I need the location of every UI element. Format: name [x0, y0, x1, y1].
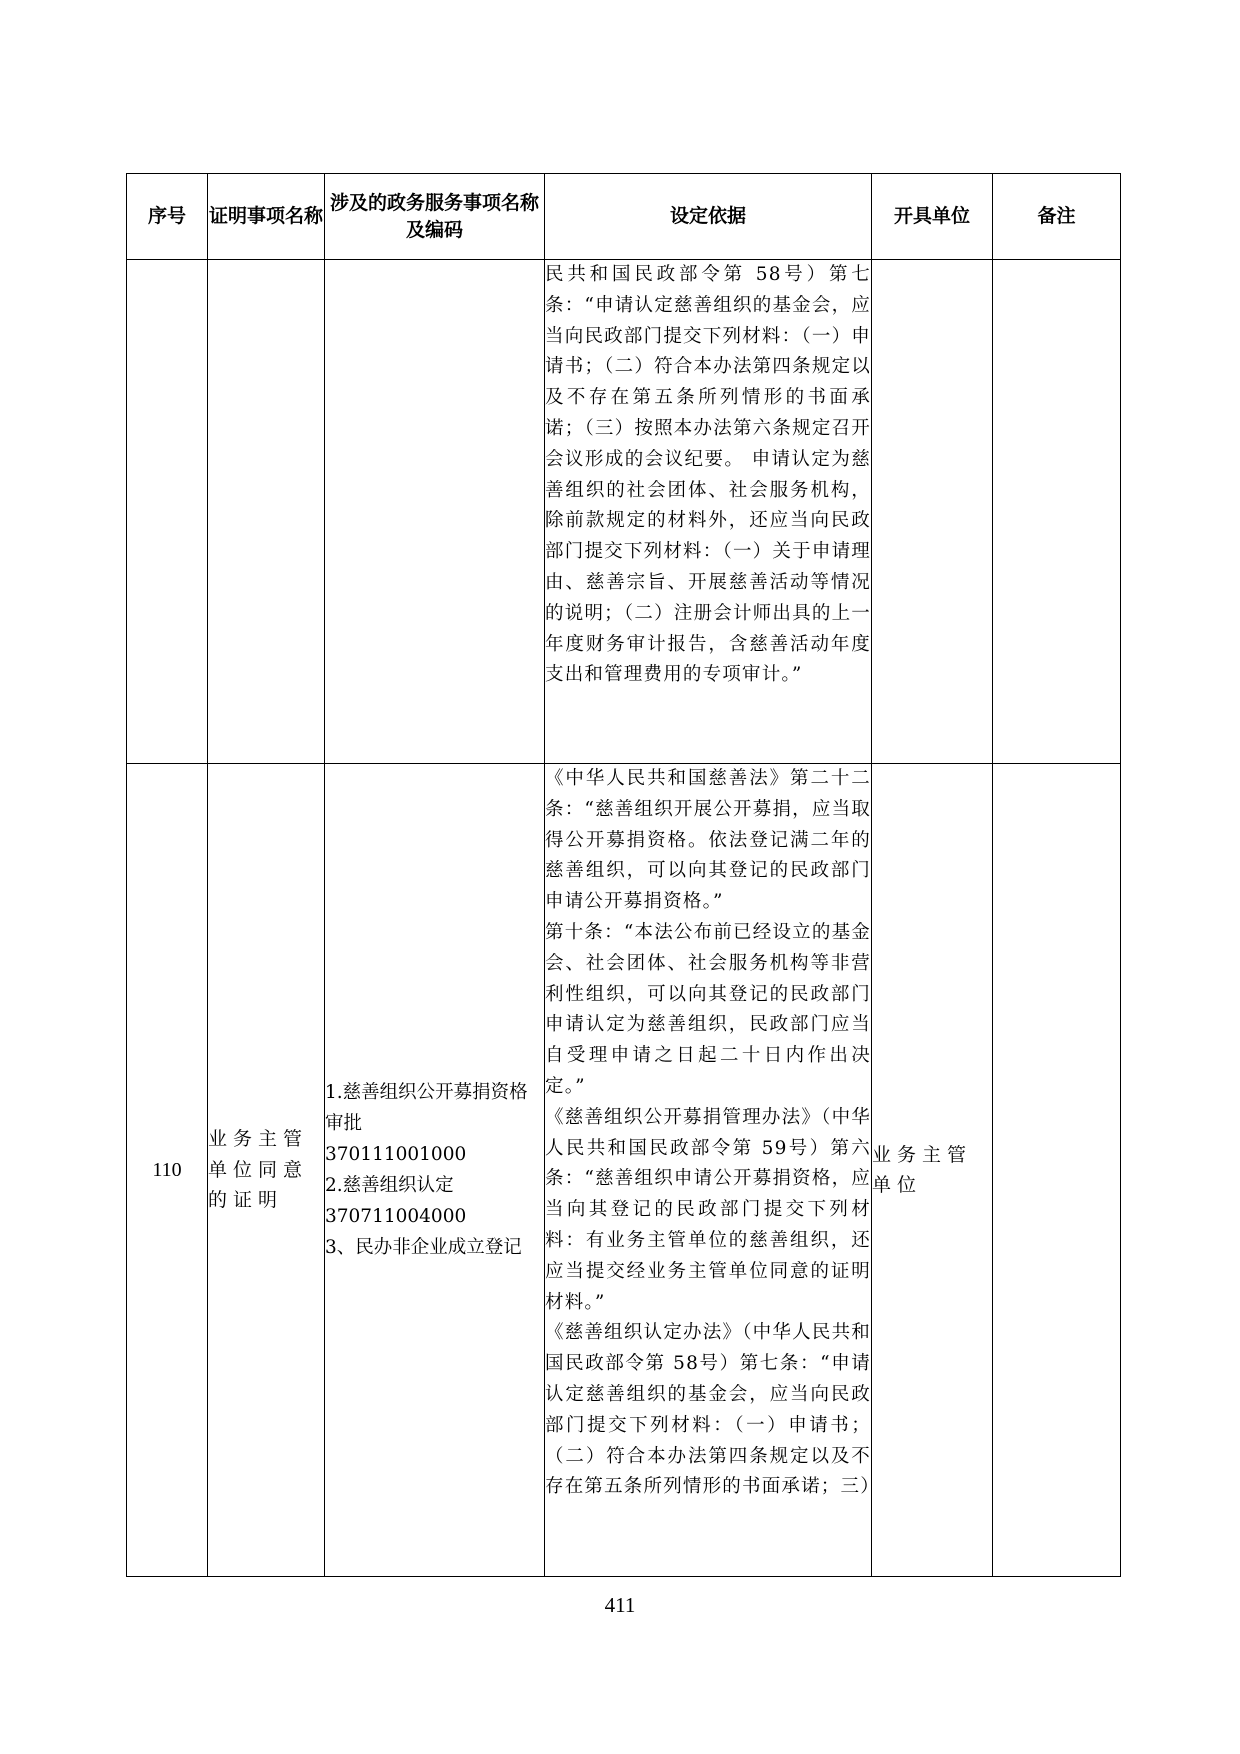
service-item: 3、民办非企业成立登记: [325, 1237, 522, 1258]
service-code: 370111001000: [325, 1144, 467, 1165]
cell-seq-empty: [127, 260, 208, 764]
cell-seq: 110: [127, 764, 208, 1577]
cell-legal-basis-continued: [545, 260, 872, 764]
basis-paragraph: 《慈善组织公开募捐管理办法》（中华人民共和国民政部令第 59号）第六条：“慈善组织申请公开募捐资格，应当向其登记的民政部门提交下列材料：有业务主管单位的慈善组织，还应当提交经业务主管单位同意的证明材料。”: [545, 1106, 871, 1313]
cell-services-empty: [325, 260, 545, 764]
header-related-services: 涉及的政务服务事项名称及编码: [325, 174, 545, 260]
service-code: 370711004000: [325, 1206, 467, 1227]
service-item: 1.慈善组织公开募捐资格审批: [325, 1082, 528, 1134]
table-row-continued: [127, 260, 1121, 764]
cell-remark: [993, 764, 1121, 1577]
cell-related-services: [325, 764, 545, 1577]
header-issuing-unit: 开具单位: [872, 174, 993, 260]
basis-paragraph: 《慈善组织认定办法》（中华人民共和国民政部令第 58号）第七条：“申请认定慈善组织的基金会，应当向民政部门提交下列材料：（一）申请书；（二）符合本办法第四条规定以及不存在第五条所列情形的书面承诺；三）: [545, 1322, 880, 1498]
basis-paragraph: 第十条：“本法公布前已经设立的基金会、社会团体、社会服务机构等非营利性组织，可以向其登记的民政部门申请认定为慈善组织，民政部门应当自受理申请之日起二十日内作出决定。”: [545, 921, 871, 1097]
header-seq: 序号: [127, 174, 208, 260]
table-header-row: [127, 174, 1121, 260]
cell-certificate-name: 业务主管单位同意的证明: [208, 764, 325, 1577]
header-certificate-name: 证明事项名称: [208, 174, 325, 260]
service-item: 2.慈善组织认定: [325, 1175, 454, 1196]
document-table: [126, 173, 1121, 1577]
basis-paragraph: 民共和国民政部令第 58号）第七条：“申请认定慈善组织的基金会，应当向民政部门提交下列材料：（一）申请书；（二）符合本办法第四条规定以及不存在第五条所列情形的书面承诺；（三）按照本办法第六条规定召开会议形成的会议纪要。 申请认定为慈善组织的社会团体、社会服务机构，除前款规定的材料外，还应当向民政部门提交下列材料：（一）关于申请理由、慈善宗旨、开展慈善活动等情况的说明；（二）注册会计师出具的上一年度财务审计报告，含慈善活动年度支出和管理费用的专项审计。”: [545, 264, 871, 686]
table-row-110: [127, 764, 1121, 1577]
cell-remark-empty: [993, 260, 1121, 764]
header-legal-basis: 设定依据: [545, 174, 872, 260]
cell-issuing-unit: 业务主管单位: [872, 764, 993, 1577]
cell-issuer-empty: [872, 260, 993, 764]
header-remarks: 备注: [993, 174, 1121, 260]
cell-name-empty: [208, 260, 325, 764]
basis-paragraph: 《中华人民共和国慈善法》第二十二条：“慈善组织开展公开募捐，应当取得公开募捐资格。依法登记满二年的慈善组织，可以向其登记的民政部门申请公开募捐资格。”: [545, 768, 871, 913]
page-number: 411: [604, 1593, 636, 1617]
cell-legal-basis: [545, 764, 880, 1577]
